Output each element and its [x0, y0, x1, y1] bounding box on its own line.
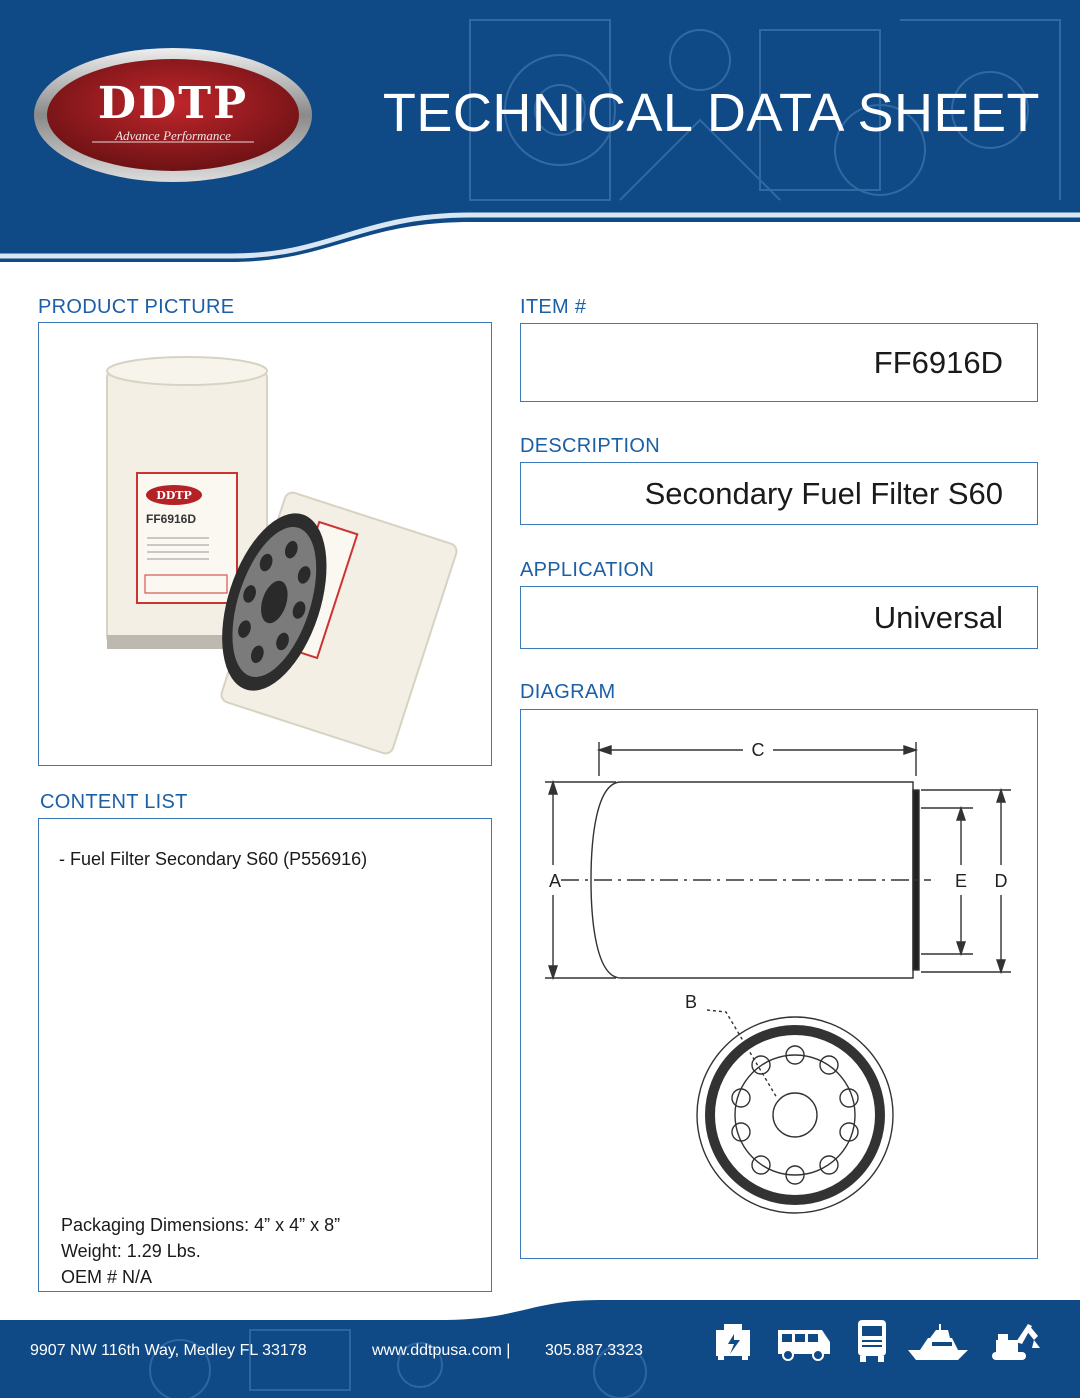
- product-picture-box: [38, 322, 492, 766]
- application-value: Universal: [873, 599, 1003, 635]
- footer-website[interactable]: www.ddtpusa.com |: [372, 1342, 511, 1359]
- document-title: TECHNICAL DATA SHEET: [382, 83, 1040, 143]
- brand-logo: [32, 46, 314, 184]
- description-label: DESCRIPTION: [520, 435, 660, 457]
- weight: Weight: 1.29 Lbs.: [61, 1241, 201, 1261]
- filter-diagram: [521, 710, 1035, 1256]
- description-box: [520, 462, 1038, 525]
- diagram-label: DIAGRAM: [520, 681, 616, 703]
- product-image: [39, 323, 489, 763]
- filter-label-brand: DDTP: [156, 489, 192, 502]
- application-label: APPLICATION: [520, 559, 655, 581]
- logo-tagline: Advance Performance: [115, 128, 231, 143]
- bus-icon: [774, 1324, 834, 1362]
- item-number-label: ITEM #: [520, 296, 587, 318]
- filter-label-part: FF6916D: [145, 512, 197, 526]
- diagram-label-c: C: [751, 740, 765, 760]
- excavator-icon: [988, 1318, 1042, 1364]
- footer-icon-row: [712, 1318, 1042, 1364]
- item-number-value: FF6916D: [873, 344, 1003, 380]
- diagram-label-b: B: [684, 992, 698, 1012]
- diagram-label-a: A: [548, 871, 562, 891]
- product-picture-label: PRODUCT PICTURE: [38, 296, 235, 318]
- packaging-dimensions: Packaging Dimensions: 4” x 4” x 8”: [61, 1215, 341, 1235]
- oem-number: OEM # N/A: [61, 1267, 153, 1287]
- yacht-icon: [906, 1322, 970, 1362]
- content-list-box: [38, 818, 492, 1292]
- description-value: Secondary Fuel Filter S60: [644, 475, 1003, 511]
- diagram-label-e: E: [954, 871, 968, 891]
- truck-icon: [852, 1318, 892, 1364]
- diagram-box: [520, 709, 1038, 1259]
- logo-wordmark: DDTP: [97, 78, 249, 129]
- generator-icon: [712, 1320, 756, 1362]
- application-box: [520, 586, 1038, 649]
- footer-phone[interactable]: 305.887.3323: [545, 1342, 643, 1359]
- content-list-item: - Fuel Filter Secondary S60 (P556916): [59, 849, 368, 869]
- item-number-box: [520, 323, 1038, 402]
- diagram-label-d: D: [994, 871, 1008, 891]
- content-list-label: CONTENT LIST: [40, 791, 188, 813]
- footer-address: 9907 NW 116th Way, Medley FL 33178: [30, 1342, 307, 1359]
